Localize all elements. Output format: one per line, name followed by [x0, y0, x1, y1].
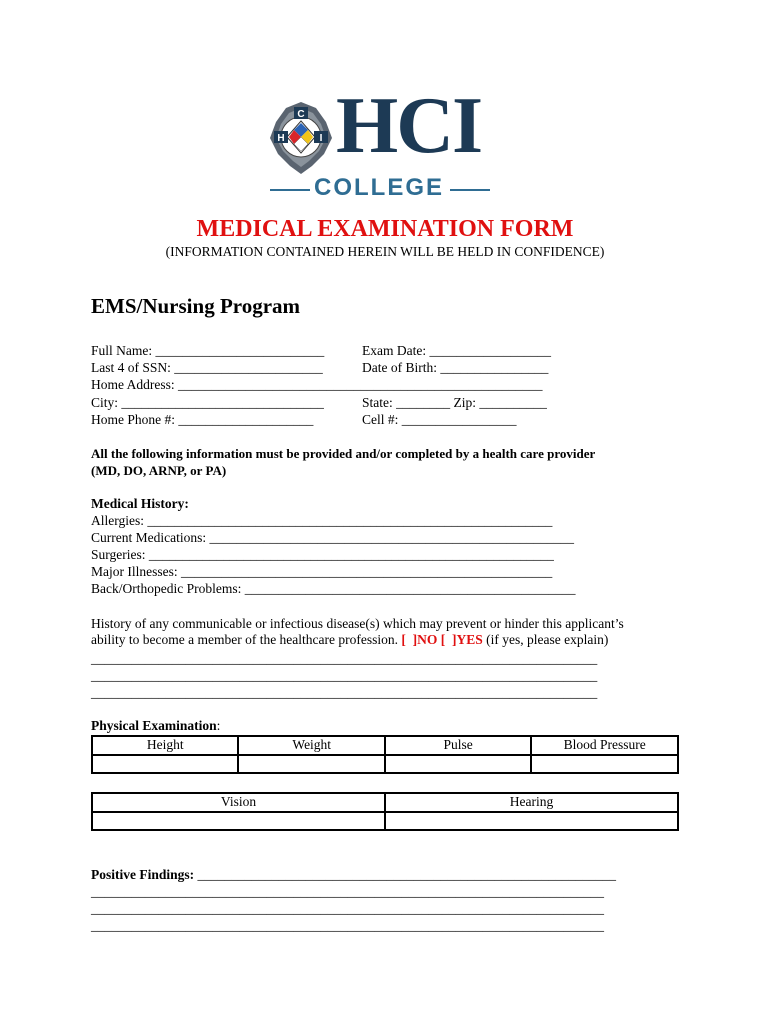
senses-table	[91, 792, 679, 831]
hci-college-logo	[266, 82, 492, 206]
current-medications-field[interactable]: Current Medications: ______________________________________________________	[91, 530, 574, 545]
vision-input-cell[interactable]	[92, 812, 385, 830]
orthopedic-problems-field[interactable]: Back/Orthopedic Problems: _________________________________________________	[91, 581, 576, 596]
positive-findings-line[interactable]: ____________________________________________________________________________	[91, 918, 604, 933]
weight-header: Weight	[238, 736, 385, 755]
explain-line[interactable]: ___________________________________________________________________________	[91, 668, 598, 683]
provider-notice-line2: (MD, DO, ARNP, or PA)	[91, 463, 227, 478]
height-header: Height	[92, 736, 238, 755]
surgeries-field[interactable]: Surgeries: ____________________________________________________________	[91, 547, 554, 562]
form-title: MEDICAL EXAMINATION FORM	[196, 216, 574, 242]
medical-history-heading: Medical History:	[91, 496, 189, 511]
full-name-field[interactable]: Full Name: _________________________	[91, 343, 325, 358]
physical-exam-colon: :	[216, 718, 221, 733]
physical-exam-heading-row	[91, 718, 220, 734]
vision-header: Vision	[92, 793, 385, 812]
positive-findings-line[interactable]: ____________________________________________________________________________	[91, 901, 604, 916]
logo-wordmark: HCI	[336, 82, 482, 170]
communicable-disease-answer-line	[91, 632, 608, 648]
logo-rule-right	[450, 189, 490, 191]
maltese-cross-shield-icon	[266, 100, 336, 176]
blood-pressure-input-cell[interactable]	[531, 755, 678, 773]
ssn-field[interactable]: Last 4 of SSN: ______________________	[91, 360, 323, 375]
height-input-cell[interactable]	[92, 755, 238, 773]
logo-letter-c: C	[297, 109, 305, 120]
cell-phone-field[interactable]: Cell #: _________________	[362, 412, 517, 427]
city-field[interactable]: City: ______________________________	[91, 395, 324, 410]
logo-letter-h: H	[277, 133, 285, 144]
blood-pressure-header: Blood Pressure	[531, 736, 678, 755]
yes-checkbox[interactable]: [ ]YES	[440, 632, 483, 647]
logo-college-row	[266, 176, 492, 202]
hearing-input-cell[interactable]	[385, 812, 678, 830]
positive-findings-label: Positive Findings:	[91, 867, 195, 882]
physical-exam-heading: Physical Examination	[91, 718, 217, 733]
no-checkbox[interactable]: [ ]NO	[401, 632, 438, 647]
exam-date-field[interactable]: Exam Date: __________________	[362, 343, 551, 358]
communicable-disease-question: History of any communicable or infectious disease(s) which may prevent or hinder this applicant’s	[91, 616, 624, 631]
logo-college-text: COLLEGE	[314, 174, 445, 201]
logo-rule-left	[270, 189, 310, 191]
confidentiality-note: (INFORMATION CONTAINED HEREIN WILL BE HELD IN CONFIDENCE)	[165, 244, 605, 259]
communicable-disease-question-cont: ability to become a member of the healthcare profession.	[91, 632, 402, 647]
pulse-header: Pulse	[385, 736, 531, 755]
allergies-field[interactable]: Allergies: ____________________________________________________________	[91, 513, 553, 528]
explain-hint: (if yes, please explain)	[482, 632, 609, 647]
pulse-input-cell[interactable]	[385, 755, 531, 773]
positive-findings-line[interactable]: ______________________________________________________________	[194, 867, 617, 882]
explain-line[interactable]: ___________________________________________________________________________	[91, 651, 598, 666]
major-illnesses-field[interactable]: Major Illnesses: _______________________________________________________	[91, 564, 553, 579]
home-phone-field[interactable]: Home Phone #: ____________________	[91, 412, 314, 427]
date-of-birth-field[interactable]: Date of Birth: ________________	[362, 360, 549, 375]
positive-findings-line[interactable]: ____________________________________________________________________________	[91, 884, 604, 899]
vitals-table	[91, 735, 679, 774]
program-heading: EMS/Nursing Program	[91, 294, 301, 318]
provider-notice-line1: All the following information must be provided and/or completed by a health care provider	[91, 446, 596, 461]
explain-line[interactable]: ___________________________________________________________________________	[91, 685, 598, 700]
weight-input-cell[interactable]	[238, 755, 385, 773]
positive-findings-row	[91, 867, 616, 883]
home-address-field[interactable]: Home Address: ______________________________________________________	[91, 377, 543, 392]
hearing-header: Hearing	[385, 793, 678, 812]
logo-letter-i: I	[319, 133, 323, 144]
state-zip-field[interactable]: State: ________ Zip: __________	[362, 395, 547, 410]
